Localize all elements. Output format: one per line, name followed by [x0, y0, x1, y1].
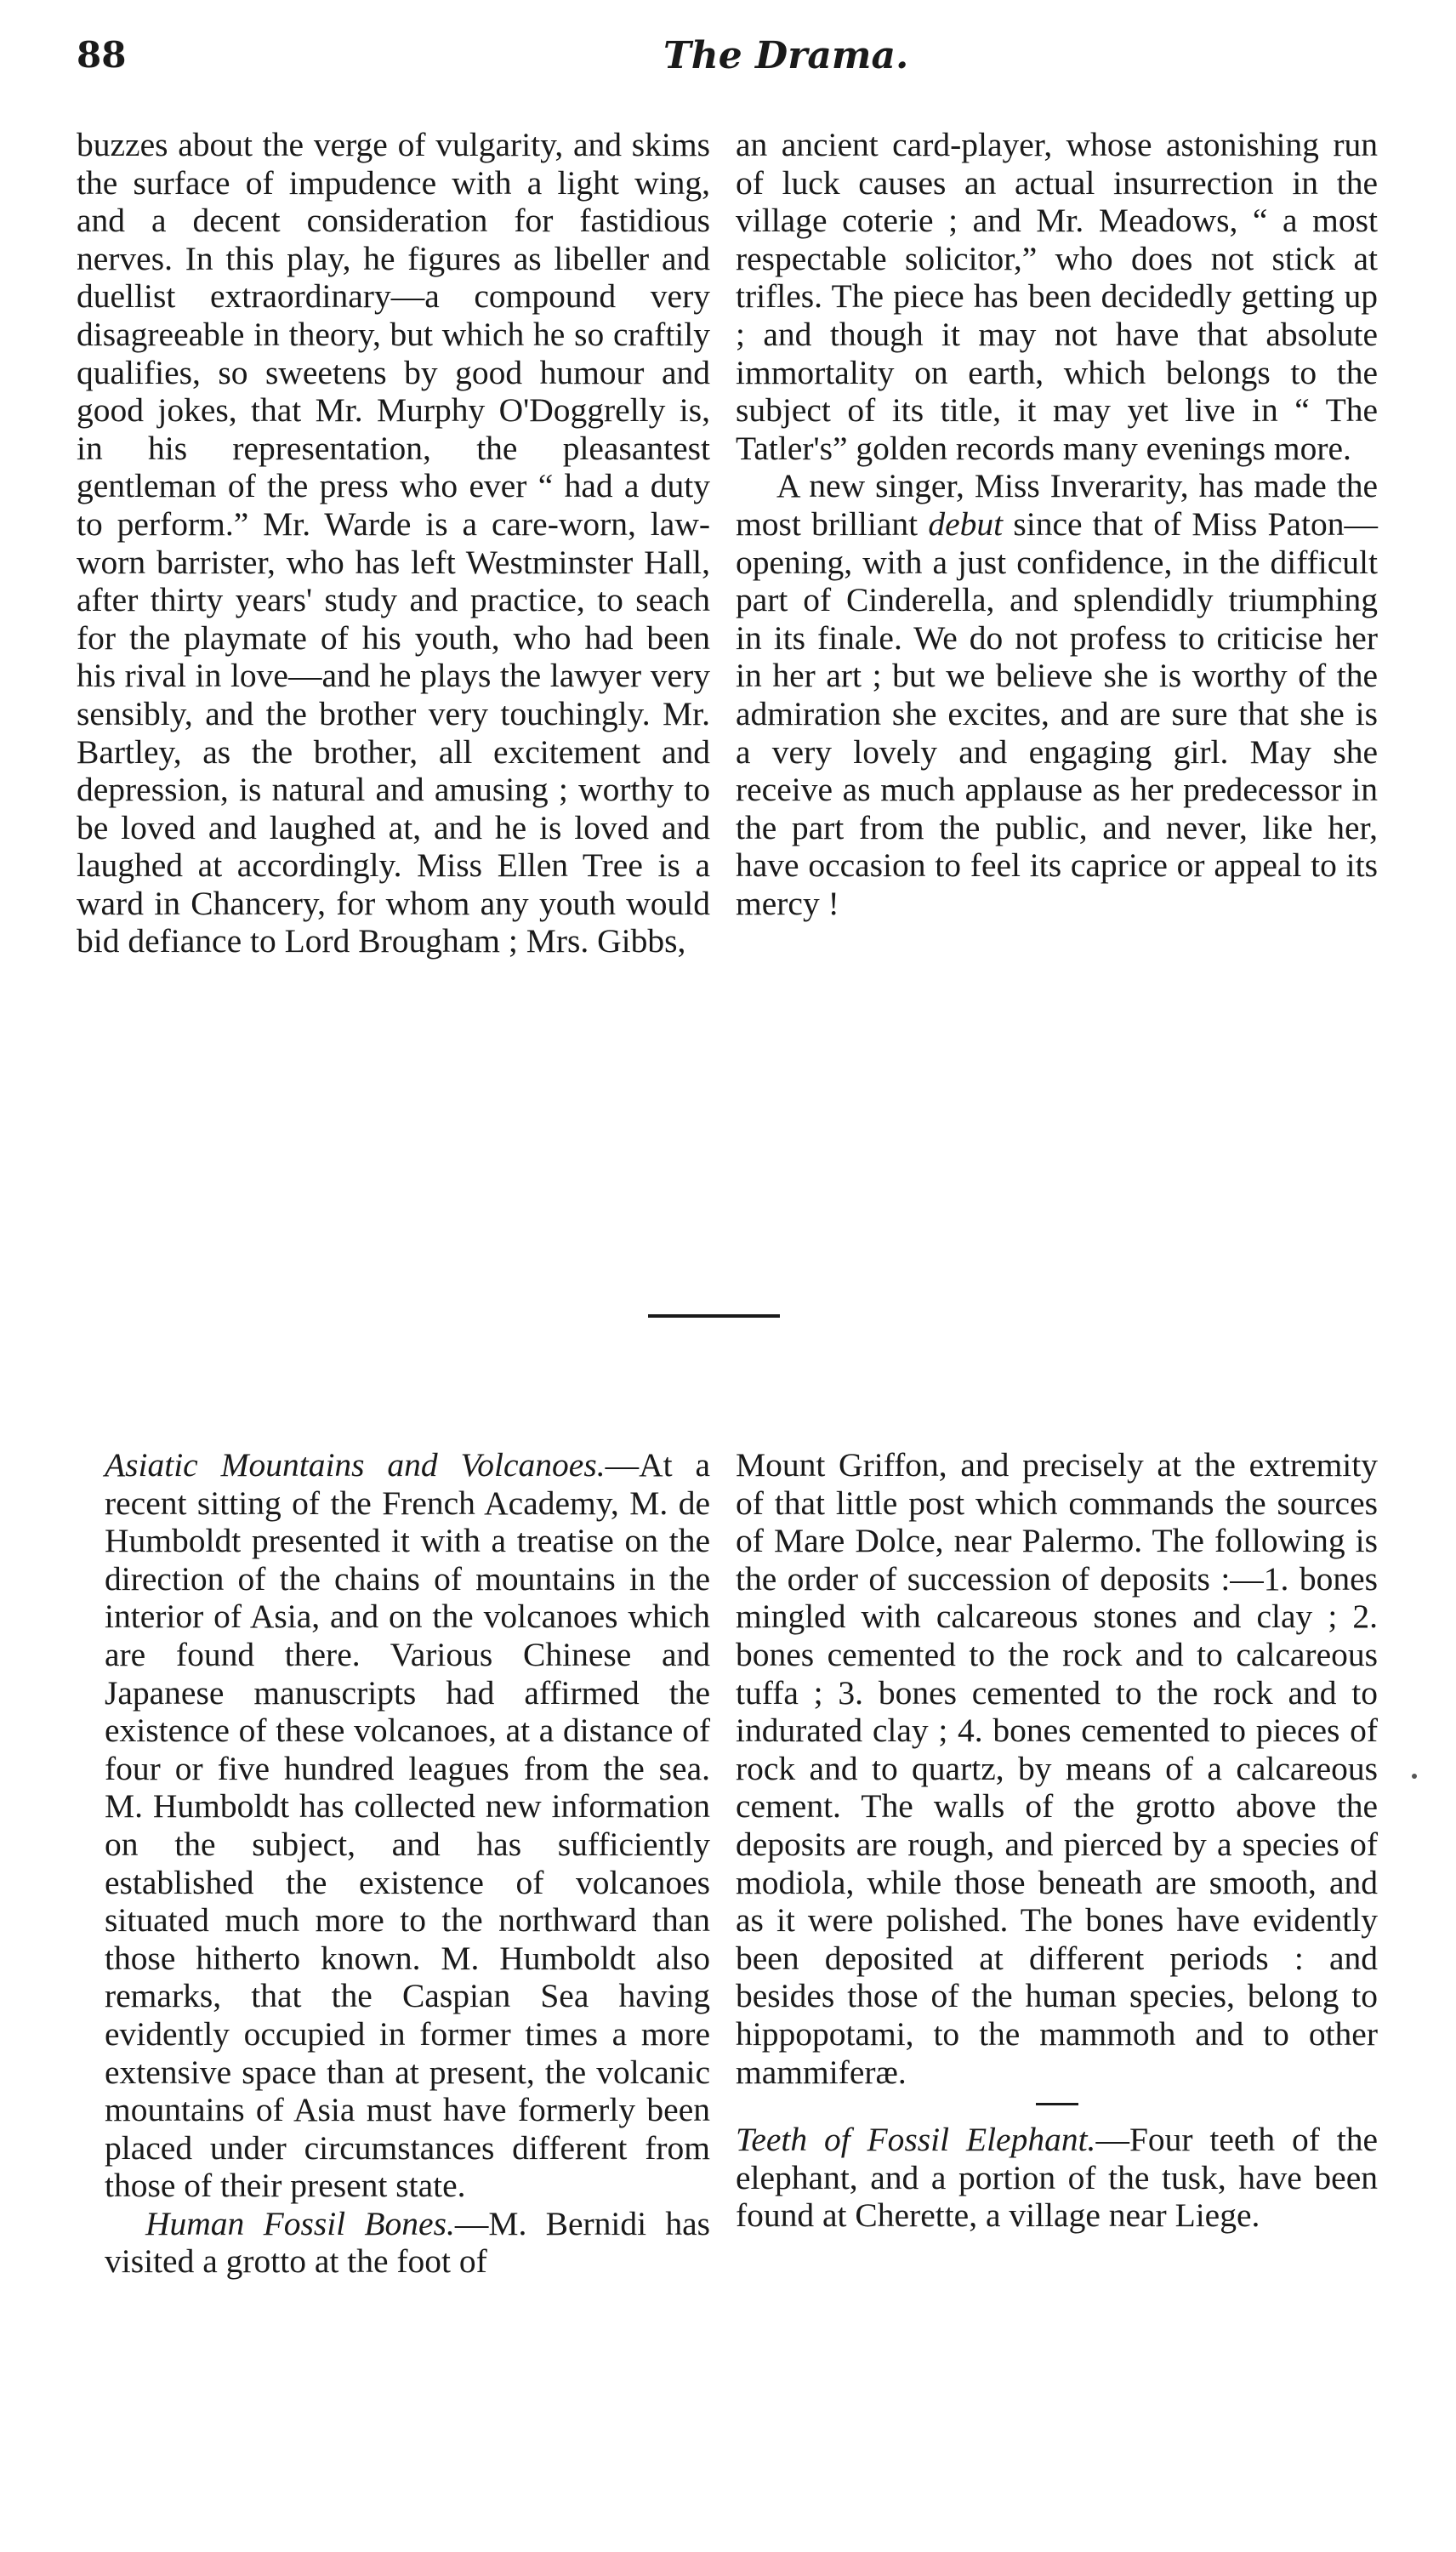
italic-word: debut	[928, 504, 1004, 543]
science-notes-column-right	[736, 1446, 1378, 2235]
article-text: —At a recent sitting of the French Academy, M. de Humboldt presented it with a treatise on the direction of the chains of mountains in the interior of Asia, and on the volcanoes which are found there. Various Chinese and Japanese manuscripts had affirmed the existence of these volcanoes, at a distance of four or five hundred leagues from the sea. M. Humboldt has collected new information on the subject, and has sufficiently established the existence of volcanoes situated much more to the northward than those hitherto known. M. Humboldt also remarks, that the Caspian Sea having evidently occupied in former times a more extensive space than at present, the volcanic mountains of Asia must have formerly been placed under circumstances different from those of their present state.	[105, 1446, 710, 2205]
theatre-review-column-right	[736, 126, 1378, 922]
article-human-fossil-bones	[105, 2205, 710, 2281]
page-header	[77, 34, 1369, 85]
theatre-review-column-left	[77, 126, 710, 960]
stray-ink-mark	[1412, 1774, 1417, 1779]
review-paragraph-new-singer	[736, 467, 1378, 922]
article-text: —M. Bernidi has visited a grotto at the foot of	[105, 2204, 710, 2281]
running-title: The Drama.	[663, 34, 909, 77]
page-number: 88	[77, 34, 127, 76]
article-asiatic-mountains	[105, 1446, 710, 2205]
article-heading: Asiatic Mountains and Volcanoes.	[105, 1446, 606, 1484]
article-separator-rule	[1036, 2103, 1078, 2105]
text-run: since that of Miss Paton—opening, with a just confidence, in the difficult part of Cinderella, and splendidly triumphing in its finale. We do not profess to criticise her in her art ; but we believe she is worthy of the admiration she excites, and are sure that she is a very lovely and engaging girl. May she receive as much applause as her predecessor in the part from the public, and never, like her, have occasion to feel its caprice or appeal to its mercy !	[736, 504, 1378, 922]
science-notes-column-left	[105, 1446, 710, 2281]
article-heading: Teeth of Fossil Elephant.	[736, 2121, 1096, 2159]
review-paragraph: an ancient card-player, whose astonishing run of luck causes an actual insurrection in the village coterie ; and Mr. Meadows, “ a most respectable solicitor,” who does not stick at trifles. The piece has been decidedly getting up ; and though it may not have that absolute immortality on earth, which belongs to the subject of its title, it may yet live in “ The Tatler's” golden records many evenings more.	[736, 126, 1378, 467]
section-divider	[648, 1314, 780, 1318]
article-heading: Human Fossil Bones.	[145, 2204, 455, 2242]
text-run: A new singer, Miss Inverarity, has made the most brilliant	[736, 467, 1378, 543]
article-fossil-elephant	[736, 2121, 1378, 2235]
article-text: —Four teeth of the elephant, and a portion of the tusk, have been found at Cherette, a village near Liege.	[736, 2121, 1378, 2235]
review-paragraph: buzzes about the verge of vulgarity, and skims the surface of impudence with a light wing, and a decent consideration for fastidious nerves. In this play, he figures as libeller and duellist extraordinary—a compound very disagreeable in theory, but which he so craftily qualifies, so sweetens by good humour and good jokes, that Mr. Murphy O'Doggrelly is, in his representation, the pleasantest gentleman of the press who ever “ had a duty to perform.” Mr. Warde is a care-worn, law-worn barrister, who has left Westminster Hall, after thirty years' study and practice, to seach for the playmate of his youth, who had been his rival in love—and he plays the lawyer very sensibly, and the brother very touchingly. Mr. Bartley, as the brother, all excitement and depression, is natural and amusing ; worthy to be loved and laughed at, and he is loved and laughed at accordingly. Miss Ellen Tree is a ward in Chancery, for whom any youth would bid defiance to Lord Brougham ; Mrs. Gibbs,	[77, 126, 710, 960]
article-continued: Mount Griffon, and precisely at the extremity of that little post which commands the sources of Mare Dolce, near Palermo. The following is the order of succession of deposits :—1. bones mingled with calcareous stones and clay ; 2. bones cemented to the rock and to calcareous tuffa ; 3. bones cemented to the rock and to indurated clay ; 4. bones cemented to pieces of rock and to quartz, by means of a calcareous cement. The walls of the grotto above the deposits are rough, and pierced by a species of modiola, while those beneath are smooth, and as it were polished. The bones have evidently been deposited at different periods : and besides those of the human species, belong to hippopotami, to the mammoth and to other mammiferæ.	[736, 1446, 1378, 2091]
